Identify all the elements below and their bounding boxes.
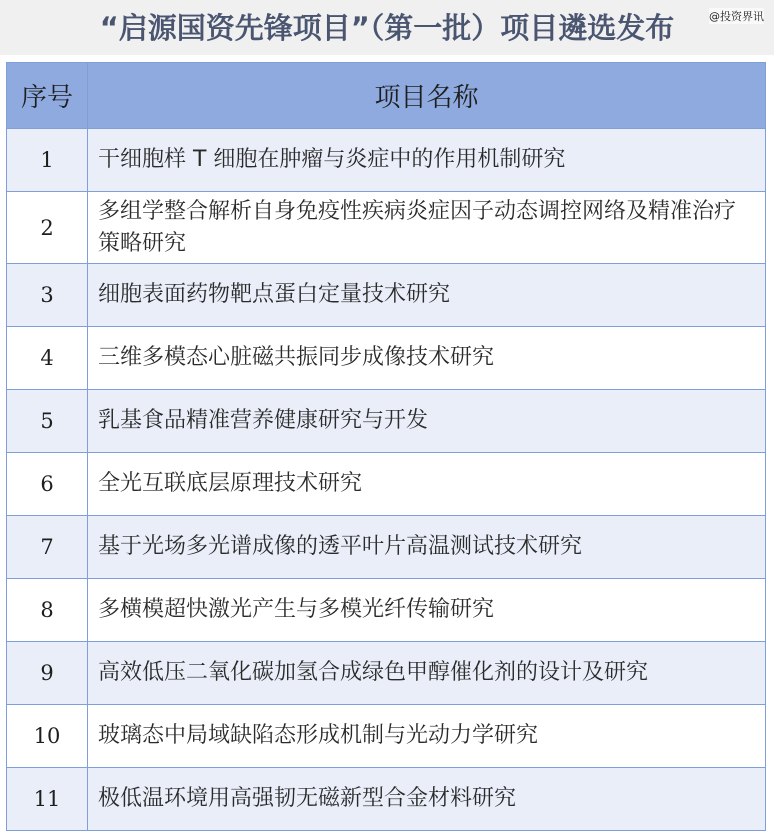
row-name: 多横模超快激光产生与多模光纤传输研究 bbox=[88, 579, 766, 642]
table-row bbox=[7, 453, 766, 516]
table-row bbox=[7, 642, 766, 705]
header-name: 项目名称 bbox=[88, 63, 766, 129]
header-index: 序号 bbox=[7, 63, 88, 129]
row-index: 9 bbox=[7, 642, 88, 705]
row-index: 1 bbox=[7, 129, 88, 192]
table-row bbox=[7, 579, 766, 642]
row-index: 3 bbox=[7, 264, 88, 327]
row-index: 6 bbox=[7, 453, 88, 516]
row-name: 干细胞样 T 细胞在肿瘤与炎症中的作用机制研究 bbox=[88, 129, 766, 192]
row-name: 高效低压二氧化碳加氢合成绿色甲醇催化剂的设计及研究 bbox=[88, 642, 766, 705]
row-index: 10 bbox=[7, 705, 88, 768]
watermark: @投资界讯 bbox=[709, 10, 764, 23]
row-index: 7 bbox=[7, 516, 88, 579]
row-index: 5 bbox=[7, 390, 88, 453]
page-title: “启源国资先锋项目”（第一批）项目遴选发布 bbox=[99, 11, 675, 45]
table-row bbox=[7, 390, 766, 453]
row-name: 全光互联底层原理技术研究 bbox=[88, 453, 766, 516]
table-row bbox=[7, 192, 766, 264]
row-name: 三维多模态心脏磁共振同步成像技术研究 bbox=[88, 327, 766, 390]
table-row bbox=[7, 327, 766, 390]
row-index: 8 bbox=[7, 579, 88, 642]
table-row bbox=[7, 264, 766, 327]
row-name: 基于光场多光谱成像的透平叶片高温测试技术研究 bbox=[88, 516, 766, 579]
table-row bbox=[7, 129, 766, 192]
table-row bbox=[7, 705, 766, 768]
row-index: 11 bbox=[7, 768, 88, 831]
row-index: 4 bbox=[7, 327, 88, 390]
row-name: 极低温环境用高强韧无磁新型合金材料研究 bbox=[88, 768, 766, 831]
title-band bbox=[0, 0, 774, 55]
row-index: 2 bbox=[7, 192, 88, 264]
table-row bbox=[7, 768, 766, 831]
row-name: 细胞表面药物靶点蛋白定量技术研究 bbox=[88, 264, 766, 327]
row-name: 乳基食品精准营养健康研究与开发 bbox=[88, 390, 766, 453]
project-table bbox=[6, 62, 766, 831]
row-name: 玻璃态中局域缺陷态形成机制与光动力学研究 bbox=[88, 705, 766, 768]
row-name: 多组学整合解析自身免疫性疾病炎症因子动态调控网络及精准治疗策略研究 bbox=[88, 192, 766, 264]
table-row bbox=[7, 516, 766, 579]
table-header-row bbox=[7, 63, 766, 129]
